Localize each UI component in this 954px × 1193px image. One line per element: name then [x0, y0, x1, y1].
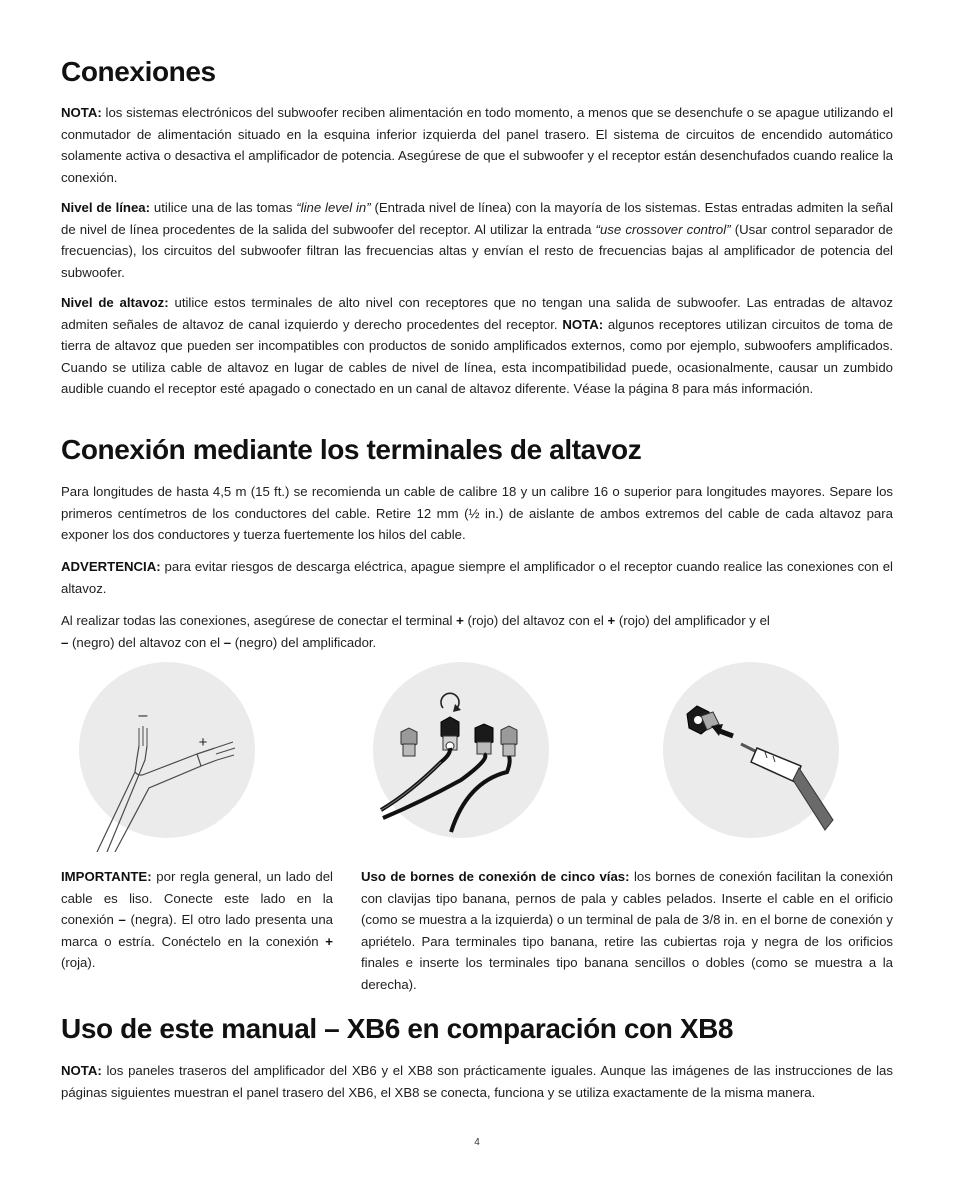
- section-title-conexiones: Conexiones: [61, 56, 216, 87]
- page-number: 4: [474, 1137, 480, 1148]
- fraction-three-eighths: 3/8: [702, 912, 721, 928]
- paragraph-xb6-xb8-note: [61, 1060, 893, 1103]
- section-title-speaker-terminals: Conexión mediante los terminales de altavoz: [61, 434, 642, 465]
- polarity-text: (negro) del altavoz con el: [68, 634, 224, 650]
- importante-text: (roja).: [61, 955, 96, 971]
- polarity-text: (rojo) del altavoz con el: [463, 613, 608, 628]
- binding-post-2: [441, 717, 459, 750]
- speaker-level-text: utilice estos terminales de alto nivel con receptores que no tengan una salida de subwoofer. Las entradas de altavoz admiten señales de altavoz de canal izquierdo y derecho procedentes del receptor.: [61, 295, 893, 332]
- paragraph-speaker-level: [61, 292, 893, 400]
- plus-symbol: +: [325, 933, 333, 949]
- paragraph-importante: [61, 866, 333, 974]
- binding-post-3: [475, 724, 493, 754]
- five-way-posts-text: in. en el borne de conexión y apriételo. Para terminales tipo banana, retire las cubiertas roja y negra de los orificios finales e inserte los terminales tipo banana sencillos o dobles (como se muestra a la derecha).: [361, 912, 893, 992]
- cable-gauge-text: Para longitudes de hasta 4,5 m (15 ft.) se recomienda un cable de calibre 18 y un calibre 16 o superior para longitudes mayores. Separe los primeros centímetros de los conductores del cable. Retire 12 mm (: [61, 484, 893, 521]
- paragraph-nota-power: [61, 102, 893, 188]
- binding-post-4: [501, 726, 517, 756]
- minus-symbol: –: [61, 634, 69, 650]
- plus-label: +: [198, 734, 208, 751]
- minus-label: –: [138, 707, 148, 724]
- speaker-level-label: Nivel de altavoz:: [61, 295, 169, 310]
- cable-gauge-text: in.) de aislante de ambos extremos del cable de cada altavoz para exponer los dos conductores y tuerza fuertemente los hilos del cable.: [61, 505, 893, 543]
- nota-text: los sistemas electrónicos del subwoofer reciben alimentación en todo momento, a menos que se desenchufe o se apague utilizando el conmutador de alimentación situado en la esquina inferior izquierda del panel trasero. El sistema de circuitos de encendido automático solamente activa o desactiva el amplificador de potencia. Asegúrese de que el subwoofer y el receptor están desenchufados cuando realice la conexión.: [61, 105, 893, 185]
- line-level-text: (Entrada nivel de línea) con la mayoría de los sistemas. Estas entradas admiten la señal de nivel de línea procedentes de la salida del subwoofer del receptor. Al utilizar la entrada: [61, 200, 894, 237]
- line-level-label: Nivel de línea:: [61, 200, 151, 215]
- use-crossover-term: “use crossover control”: [595, 221, 731, 237]
- nota-text: los paneles traseros del amplificador del XB6 y el XB8 son prácticamente iguales. Aunque las imágenes de las instrucciones de las páginas siguientes muestran el panel trasero del XB6, el XB8 se conecta, funciona y se utiliza exactamente de la misma manera.: [61, 1063, 893, 1100]
- polarity-text: Al realizar todas las conexiones, asegúrese de conectar el terminal: [61, 613, 457, 628]
- minus-symbol: –: [118, 912, 126, 928]
- speaker-wire-illustration: [77, 662, 257, 852]
- paragraph-line-level: [61, 197, 893, 283]
- binding-posts-illustration: [371, 662, 551, 852]
- section-title-xb6-vs-xb8: Uso de este manual – XB6 en comparación con XB8: [61, 1013, 734, 1044]
- warning-text: para evitar riesgos de descarga eléctrica, apague siempre el amplificador o el receptor cuando realice las conexiones con el altavoz.: [61, 559, 893, 596]
- paragraph-five-way-posts: [361, 866, 893, 996]
- banana-plug-illustration: [661, 662, 841, 852]
- importante-label: IMPORTANTE:: [61, 869, 152, 884]
- polarity-text: (rojo) del amplificador y el: [615, 613, 770, 628]
- importante-text: (negra). El otro lado presenta una marca o estría. Conéctelo en la conexión: [61, 912, 333, 949]
- polarity-text: (negro) del amplificador.: [231, 634, 377, 650]
- five-way-posts-text: los bornes de conexión facilitan la conexión con clavijas tipo banana, pernos de pala y cables pelados. Inserte el cable en el orificio (como se muestra a la izquierda) o un terminal de pala de: [361, 869, 893, 928]
- importante-text: por regla general, un lado del cable es liso. Conecte este lado en la conexión: [61, 869, 333, 928]
- nota-label: NOTA:: [61, 1063, 102, 1078]
- paragraph-cable-gauge: [61, 481, 893, 546]
- line-level-in-term: “line level in”: [296, 200, 371, 215]
- line-level-text: utilice una de las tomas: [150, 200, 297, 215]
- nota-label: NOTA:: [562, 316, 604, 332]
- nota-label: NOTA:: [61, 105, 102, 120]
- minus-symbol: –: [223, 634, 232, 650]
- paragraph-polarity: [61, 610, 893, 653]
- plus-symbol: +: [607, 613, 616, 628]
- line-level-text: (Usar control separador de frecuencias), los circuitos del subwoofer filtran las frecuencias altas y envían el resto de frecuencias bajas al amplificador de potencia del subwoofer.: [61, 221, 893, 280]
- five-way-posts-label: Uso de bornes de conexión de cinco vías:: [361, 869, 630, 884]
- warning-label: ADVERTENCIA:: [61, 559, 161, 574]
- speaker-level-text: algunos receptores utilizan circuitos de toma de tierra de altavoz que pueden ser incompatibles con productos de sonido amplificados externos, como por ejemplo, subwoofers amplificados. Cuando se utiliza cable de altavoz en lugar de cables de nivel de línea, esta incompatibilidad puede, ocasionalmente, causar un zumbido audible cuando el receptor esté apagado o conectado en un canal de altavoz diferente. Véase la página 8 para más información.: [61, 316, 894, 397]
- paragraph-warning: [61, 556, 893, 599]
- fraction-half: ½: [468, 505, 480, 521]
- plus-symbol: +: [456, 613, 464, 628]
- binding-post-1: [401, 728, 417, 756]
